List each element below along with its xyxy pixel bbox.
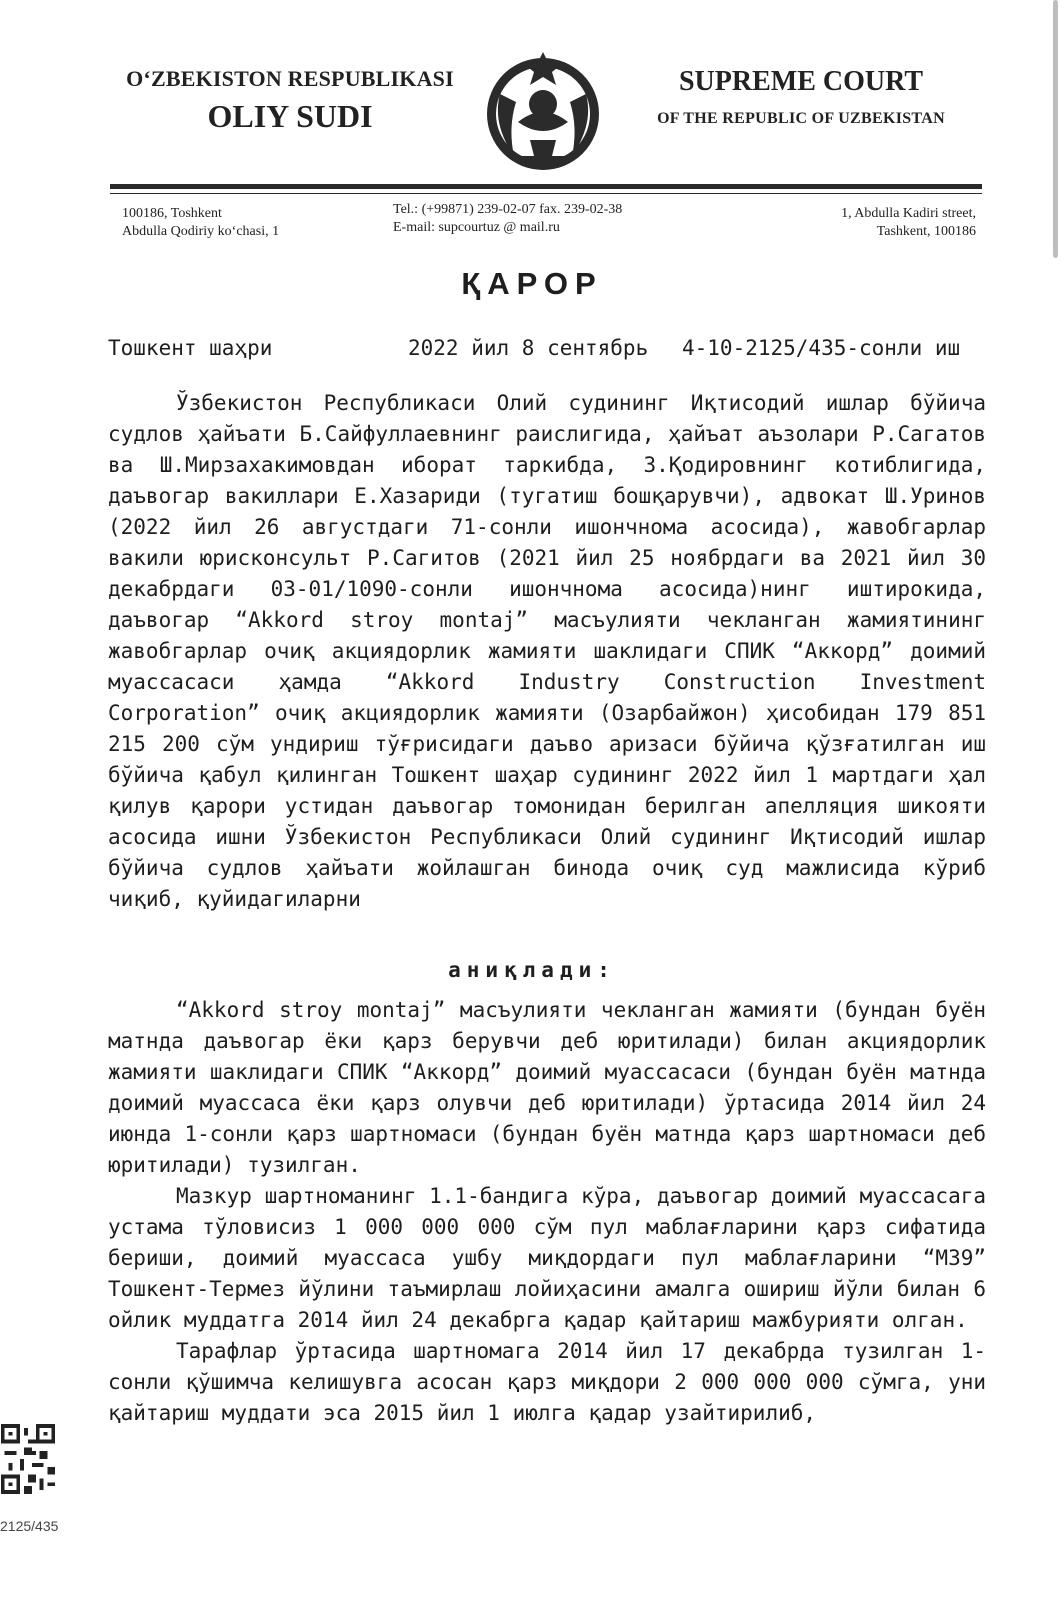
header-divider-thin — [110, 193, 982, 194]
case-number: 4-10-2125/435-сонли иш — [682, 336, 961, 360]
page-marker: 2125/435 — [0, 1518, 59, 1534]
address-uz-line1: 100186, Toshkent — [122, 206, 222, 221]
address-uz-line2: Abdulla Qodiriy ko‘chasi, 1 — [122, 224, 280, 239]
address-uz — [122, 205, 279, 241]
address-en — [760, 205, 976, 241]
document-date: 2022 йил 8 сентябрь — [408, 336, 649, 360]
court-name-en — [622, 66, 980, 128]
address-en-line2: Tashkent, 100186 — [876, 224, 976, 239]
intro-paragraph: Ўзбекистон Республикаси Олий судининг Иқтисодий ишлар бўйича судлов ҳайъати Б.Сайфуллаевнинг раислигида, ҳайъат аъзолари Р.Сагатов ва Ш.Мирзахакимовдан иборат таркибда, З.Қодировнинг котиблигида, даъвогар вакиллари Е.Хазариди (тугатиш бошқарувчи), адвокат Ш.Уринов (2022 йил 26 августдаги 71-сонли ишончнома асосида), жавобгарлар вакили юрисконсульт Р.Сагитов (2021 йил 25 ноябрдаги ва 2021 йил 30 декабрдаги 03-01/1090-сонли ишончнома асосида)нинг иштирокида, даъвогар “Akkord stroy montaj” масъулияти чекланган жамиятининг жавобгарлар очиқ акциядорлик жамияти шаклидаги СПИК “Аккорд” доимий муассасаси ҳамда “Akkord Industry Construction Investment Corporation” очиқ акциядорлик жамияти (Озарбайжон) ҳисобидан 179 851 215 200 сўм ундириш тўғрисидаги даъво аризаси бўйича қўзғатилган иш бўйича қабул қилинган Тошкент шаҳар судининг 2022 йил 1 мартдаги ҳал қилув қарори устидан даъвогар томонидан берилган апелляция шикояти асосида ишни Ўзбекистон Республикаси Олий судининг Иқтисодий ишлар бўйича судлов ҳайъати жойлашган бинода очиқ суд мажлисида кўриб чиқиб, қуйидагиларни — [108, 391, 986, 911]
body-paragraph-3: Тарафлар ўртасида шартномага 2014 йил 17 декабрда тузилган 1-сонли қўшимча келишувга асосан қарз миқдори 2 000 000 000 сўмга, уни қайтариш муддати эса 2015 йил 1 июлга қадар узайтирилиб, — [108, 1339, 986, 1425]
contact-info — [393, 201, 713, 237]
court-name-uz-line1: O‘ZBEKISTON RESPUBLIKASI — [126, 66, 454, 91]
findings-section — [108, 995, 986, 1429]
document-title: ҚАРОР — [461, 266, 603, 301]
court-name-en-line2: OF THE REPUBLIC OF UZBEKISTAN — [657, 110, 945, 127]
contact-phone: Tel.: (+99871) 239-02-07 fax. 239-02-38 — [393, 202, 623, 217]
body-paragraph-2: Мазкур шартноманинг 1.1-бандига кўра, даъвогар доимий муассасага устама тўловисиз 1 000 000 000 сўм пул маблағларини қарз сифатида бериши, доимий муассаса ушбу миқдордаги пул маблағларини “М39” Тошкент-Термез йўлини таъмирлаш лойиҳасини амалга ошириш йўли билан 6 ойлик муддатга 2014 йил 24 декабрга қадар қайтариш мажбурияти олган. — [108, 1184, 986, 1332]
court-name-uz-line2: OLIY SUDI — [207, 98, 373, 134]
ruling-subheading: аниқлади: — [448, 958, 616, 982]
contact-email: E-mail: supcourtuz @ mail.ru — [393, 220, 560, 235]
header-divider — [110, 184, 982, 189]
document-city: Тошкент шаҳри — [108, 336, 273, 360]
qr-code-icon — [0, 1424, 56, 1494]
scrollbar[interactable] — [1053, 0, 1058, 258]
court-name-uz — [110, 66, 470, 135]
address-en-line1: 1, Abdulla Kadiri street, — [841, 206, 976, 221]
court-name-en-line1: SUPREME COURT — [678, 66, 924, 97]
state-emblem-icon — [478, 44, 608, 172]
body-paragraph-1: “Akkord stroy montaj” масъулияти чекланган жамияти (бундан буён матнда даъвогар ёки қарз берувчи деб юритилади) билан акциядорлик жамияти шаклидаги СПИК “Аккорд” доимий муассасаси (бундан буён матнда доимий муассаса ёки қарз олувчи деб юритилади) ўртасида 2014 йил 24 июнда 1-сонли қарз шартномаси (бундан буён матнда қарз шартномаси деб юритилади) тузилган. — [108, 998, 986, 1177]
intro-section — [108, 388, 986, 915]
